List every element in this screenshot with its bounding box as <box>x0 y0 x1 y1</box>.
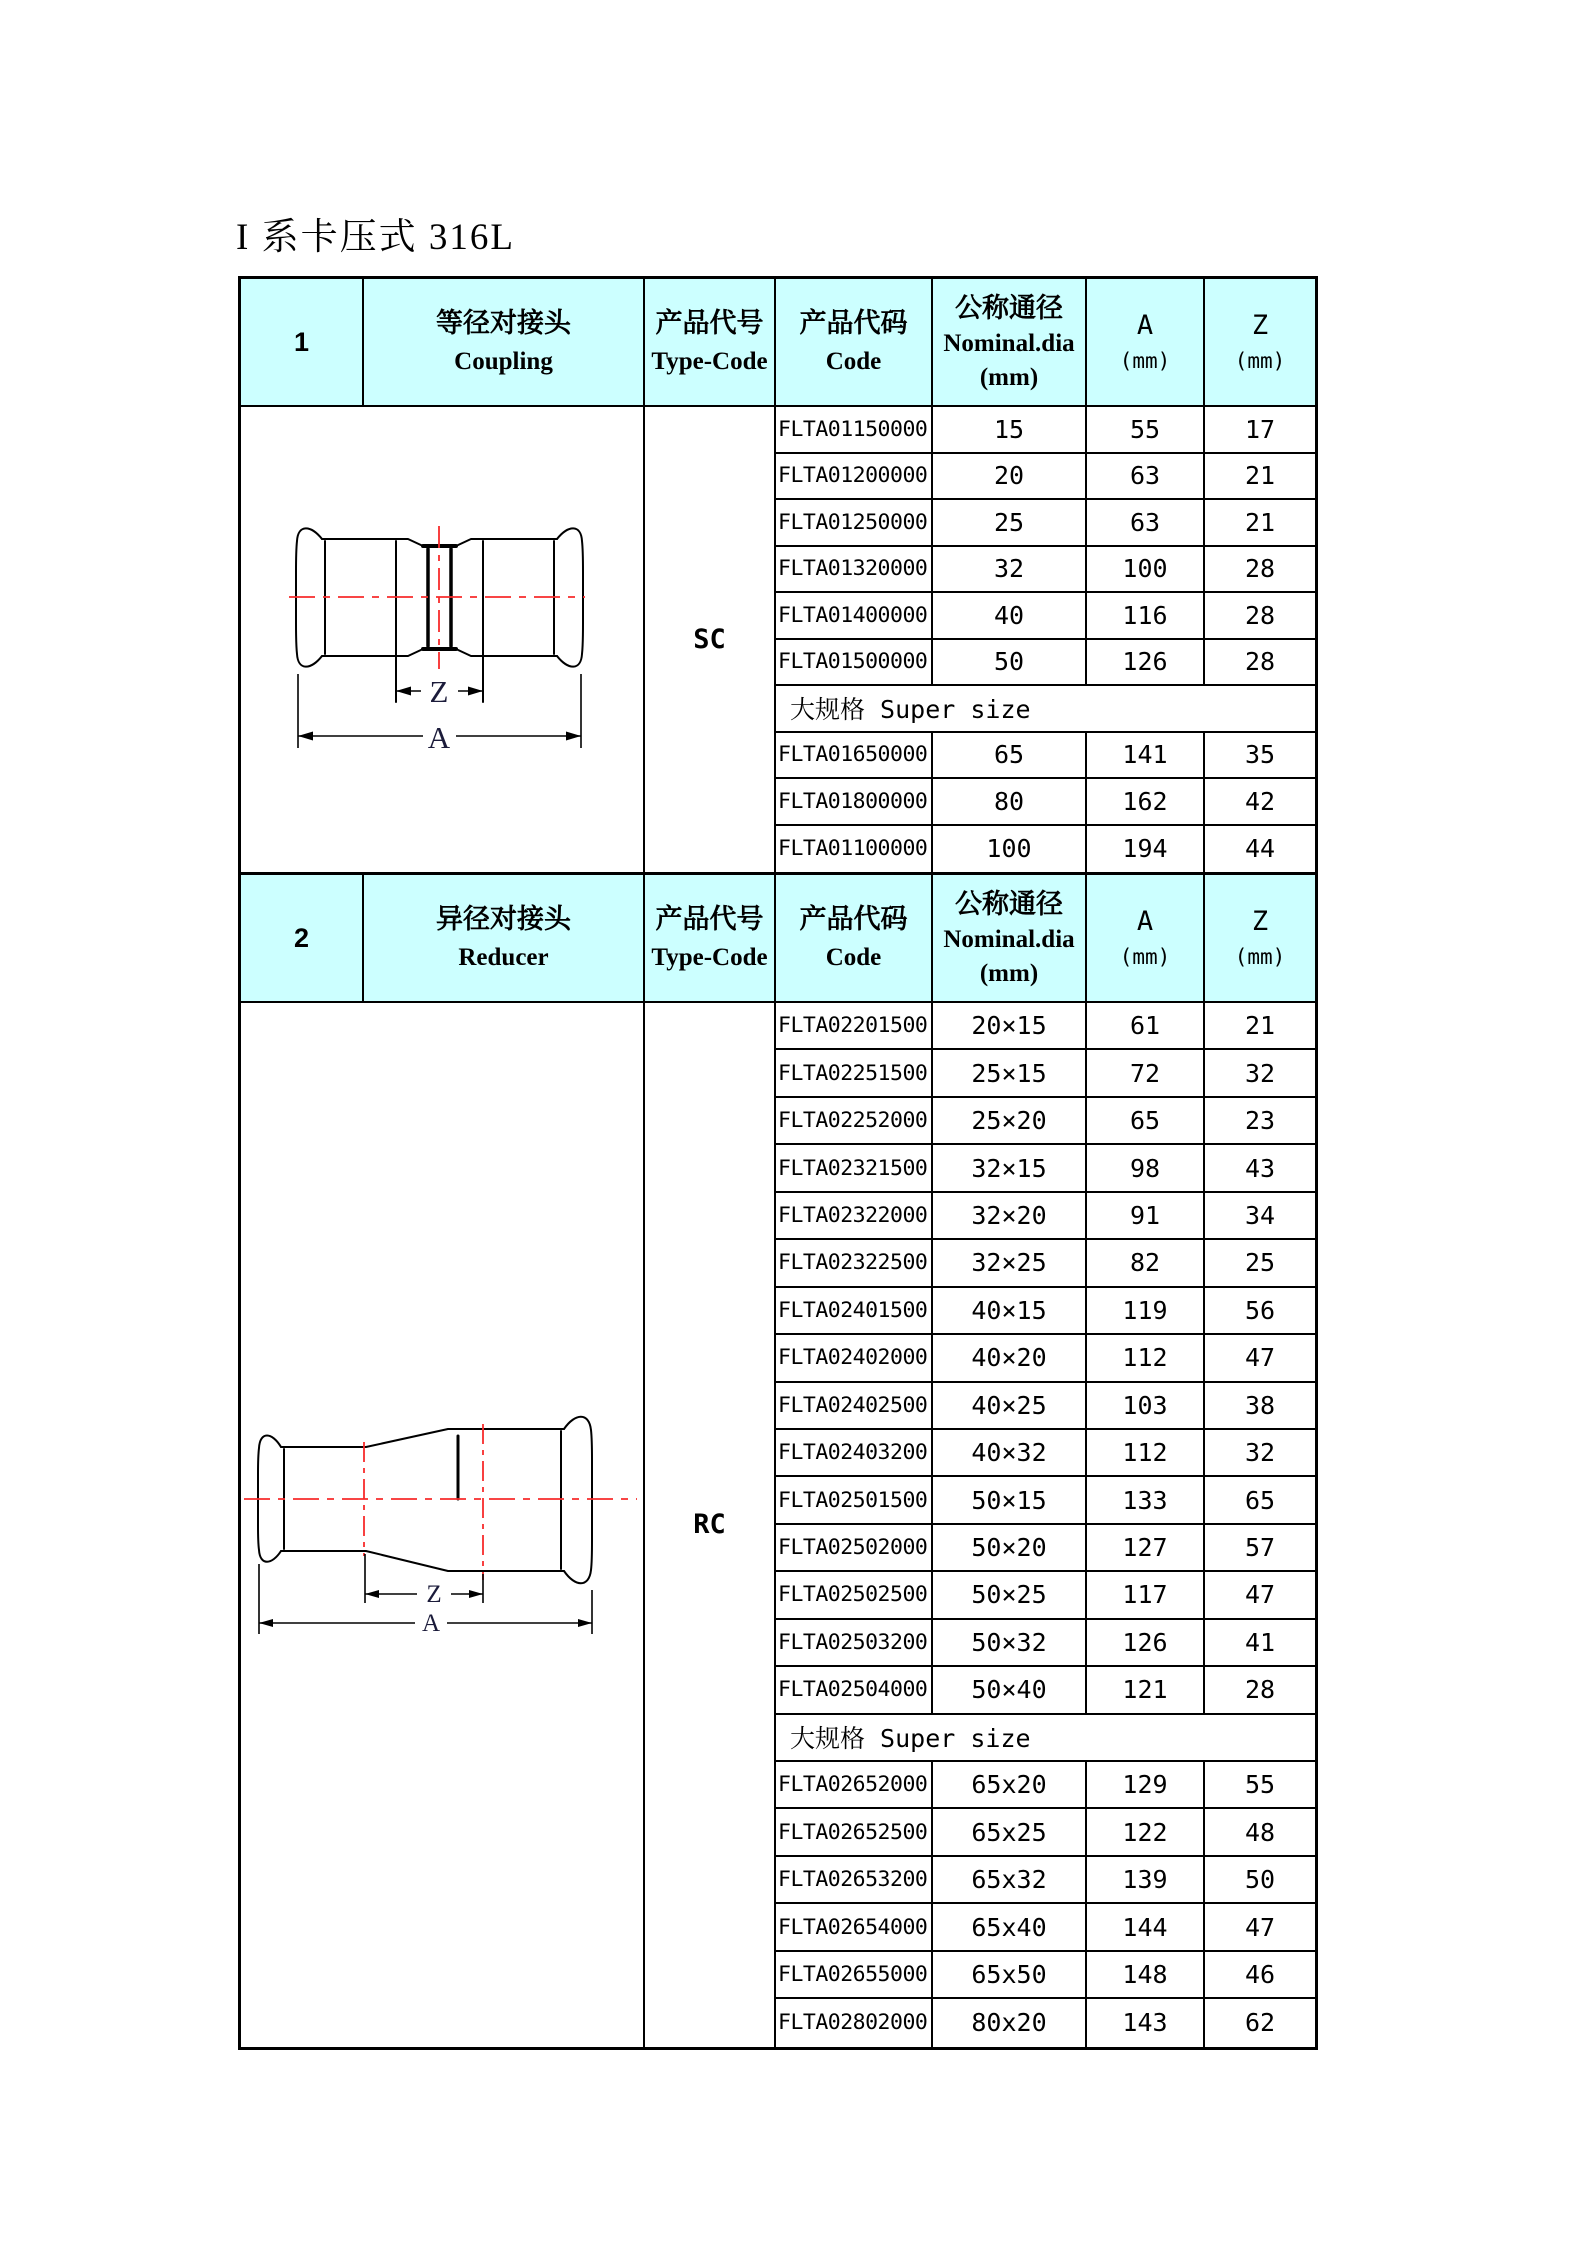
rows-super <box>776 1762 1315 2047</box>
table-row <box>776 407 1315 454</box>
dim-z-unit: (mm) <box>1234 945 1286 969</box>
dim-a-cell: 103 <box>1087 1383 1205 1428</box>
table-row <box>776 593 1315 640</box>
dim-a-cell: 91 <box>1087 1193 1205 1238</box>
dim-a-cell: 121 <box>1087 1667 1205 1712</box>
super-size-label: 大规格 Super size <box>790 1724 1031 1754</box>
dim-z-cell: 38 <box>1244 1390 1276 1420</box>
dim-a-cell: 63 <box>1087 500 1205 545</box>
table-row <box>776 1809 1315 1856</box>
super-size-row <box>776 686 1315 733</box>
dim-z-cell: 43 <box>1244 1153 1276 1183</box>
dim-z-cell: 56 <box>1244 1295 1276 1325</box>
table-row <box>776 1667 1315 1714</box>
type-code-value: SC <box>645 407 776 872</box>
nominal-dia-cell: 40×20 <box>933 1335 1087 1380</box>
table-row <box>776 1003 1315 1050</box>
nominal-dia-cell: 50×20 <box>933 1525 1087 1570</box>
product-code-cell: FLTA02402000 <box>776 1335 933 1380</box>
super-size-row <box>776 1715 1315 1762</box>
table-row <box>776 547 1315 594</box>
product-name-cn: 等径对接头 <box>436 308 571 338</box>
table-row <box>776 1999 1315 2046</box>
dim-z-cell: 62 <box>1244 2008 1276 2038</box>
dim-a-cell: 98 <box>1087 1145 1205 1190</box>
product-code-cell: FLTA01250000 <box>776 500 933 545</box>
nominal-dia-en: Nominal.dia <box>943 925 1075 953</box>
table-row <box>776 1572 1315 1619</box>
nominal-dia-cell: 25×15 <box>933 1050 1087 1095</box>
table-number-cell <box>241 875 364 1001</box>
nominal-dia-cell: 50 <box>933 640 1087 685</box>
table-row <box>776 1762 1315 1809</box>
dim-a-cell: 63 <box>1087 454 1205 499</box>
nominal-dia-cell: 20 <box>933 454 1087 499</box>
table-row <box>776 779 1315 826</box>
rows-super <box>776 733 1315 873</box>
code-cn: 产品代码 <box>799 904 908 934</box>
dim-z-cell: 65 <box>1244 1485 1276 1515</box>
dim-z-letter: Z <box>1251 310 1269 341</box>
dim-a-cell: 162 <box>1087 779 1205 824</box>
dim-z-letter: Z <box>1251 906 1269 937</box>
nominal-dia-unit: (mm) <box>979 363 1039 391</box>
dim-a-cell: 116 <box>1087 593 1205 638</box>
nominal-dia-cell: 32 <box>933 547 1087 592</box>
dim-z-cell: 28 <box>1244 600 1276 630</box>
reducer-table <box>238 872 1318 2050</box>
coupling-rows <box>776 407 1315 872</box>
product-code-cell: FLTA01650000 <box>776 733 933 778</box>
reducer-rows <box>776 1003 1315 2047</box>
product-name-en: Reducer <box>458 944 549 971</box>
dim-z-cell: 21 <box>1244 461 1276 491</box>
product-code-cell: FLTA02401500 <box>776 1288 933 1333</box>
dim-a-cell: 122 <box>1087 1809 1205 1854</box>
table-number-cell <box>241 279 364 405</box>
dim-a-cell: 141 <box>1087 733 1205 778</box>
dim-a-unit: (mm) <box>1119 945 1171 969</box>
rows-main <box>776 407 1315 686</box>
product-name-cell <box>364 279 645 405</box>
code-cn: 产品代码 <box>799 308 908 338</box>
dim-a-header <box>1087 279 1205 405</box>
nominal-dia-cell: 40 <box>933 593 1087 638</box>
nominal-dia-cell: 50×40 <box>933 1667 1087 1712</box>
dim-z-cell: 47 <box>1244 1580 1276 1610</box>
dim-z-cell: 41 <box>1244 1627 1276 1657</box>
dim-label-z: Z <box>429 673 449 709</box>
product-code-cell: FLTA02251500 <box>776 1050 933 1095</box>
product-code-cell: FLTA02502500 <box>776 1572 933 1617</box>
dim-a-cell: 144 <box>1087 1904 1205 1949</box>
coupling-header-row <box>241 279 1315 407</box>
table-row <box>776 1904 1315 1951</box>
table-row <box>776 1857 1315 1904</box>
nominal-dia-cell: 40×32 <box>933 1430 1087 1475</box>
product-name-en: Coupling <box>454 348 553 375</box>
dim-label-a: A <box>421 1609 441 1637</box>
dim-z-cell: 28 <box>1244 1675 1276 1705</box>
product-code-cell: FLTA02403200 <box>776 1430 933 1475</box>
table-row <box>776 1050 1315 1097</box>
table-row <box>776 1525 1315 1572</box>
dim-z-cell: 57 <box>1244 1533 1276 1563</box>
nominal-dia-cell: 65x32 <box>933 1857 1087 1902</box>
nominal-dia-cell: 32×25 <box>933 1240 1087 1285</box>
product-code-cell: FLTA02504000 <box>776 1667 933 1712</box>
table-number: 1 <box>293 326 310 357</box>
nominal-dia-en: Nominal.dia <box>943 329 1075 357</box>
reducer-body <box>241 1003 1315 2047</box>
table-row <box>776 1620 1315 1667</box>
nominal-dia-header <box>933 279 1087 405</box>
dim-z-cell: 47 <box>1244 1343 1276 1373</box>
nominal-dia-cell: 80 <box>933 779 1087 824</box>
product-code-cell: FLTA02652500 <box>776 1809 933 1854</box>
dim-a-cell: 117 <box>1087 1572 1205 1617</box>
nominal-dia-cell: 40×15 <box>933 1288 1087 1333</box>
dim-z-header <box>1205 875 1315 1001</box>
spec-tables <box>238 276 1318 2050</box>
table-row <box>776 733 1315 780</box>
coupling-drawing-cell <box>241 407 645 872</box>
nominal-dia-cell: 50×15 <box>933 1477 1087 1522</box>
code-en: Code <box>825 944 882 971</box>
dim-label-a: A <box>427 719 451 755</box>
product-code-cell: FLTA01320000 <box>776 547 933 592</box>
nominal-dia-cell: 65x50 <box>933 1952 1087 1997</box>
table-row <box>776 1145 1315 1192</box>
dim-z-cell: 44 <box>1244 834 1276 864</box>
dim-z-cell: 35 <box>1244 740 1276 770</box>
dim-z-unit: (mm) <box>1234 349 1286 373</box>
nominal-dia-cell: 32×20 <box>933 1193 1087 1238</box>
dim-a-cell: 82 <box>1087 1240 1205 1285</box>
dim-z-header <box>1205 279 1315 405</box>
product-code-cell: FLTA02503200 <box>776 1620 933 1665</box>
nominal-dia-cell: 15 <box>933 407 1087 452</box>
dim-z-cell: 55 <box>1244 1770 1276 1800</box>
table-row <box>776 640 1315 687</box>
table-row <box>776 1240 1315 1287</box>
product-code-cell: FLTA02402500 <box>776 1383 933 1428</box>
table-row <box>776 826 1315 873</box>
nominal-dia-cell: 25×20 <box>933 1098 1087 1143</box>
page-title: I 系卡压式 316L <box>236 217 515 258</box>
dim-z-cell: 17 <box>1244 414 1276 444</box>
product-code-cell: FLTA01800000 <box>776 779 933 824</box>
table-row <box>776 500 1315 547</box>
dim-a-unit: (mm) <box>1119 349 1171 373</box>
dim-z-cell: 23 <box>1244 1106 1276 1136</box>
dim-a-cell: 72 <box>1087 1050 1205 1095</box>
product-code-cell: FLTA02802000 <box>776 1999 933 2046</box>
product-code-cell: FLTA02321500 <box>776 1145 933 1190</box>
dim-z-cell: 50 <box>1244 1865 1276 1895</box>
dim-a-cell: 112 <box>1087 1335 1205 1380</box>
coupling-body <box>241 407 1315 872</box>
dim-a-cell: 55 <box>1087 407 1205 452</box>
table-row <box>776 1952 1315 1999</box>
reducer-diagram <box>244 1412 638 1638</box>
dim-z-cell: 28 <box>1244 647 1276 677</box>
dim-a-cell: 126 <box>1087 640 1205 685</box>
dim-z-cell: 42 <box>1244 786 1276 816</box>
dim-a-cell: 61 <box>1087 1003 1205 1048</box>
coupling-table <box>238 276 1318 875</box>
type-code-cn: 产品代号 <box>655 308 764 338</box>
nominal-dia-cell: 65x20 <box>933 1762 1087 1807</box>
nominal-dia-cell: 32×15 <box>933 1145 1087 1190</box>
table-row <box>776 1288 1315 1335</box>
product-code-cell: FLTA01200000 <box>776 454 933 499</box>
dim-a-cell: 148 <box>1087 1952 1205 1997</box>
product-name-cn: 异径对接头 <box>436 904 571 934</box>
dim-a-cell: 133 <box>1087 1477 1205 1522</box>
reducer-header-row <box>241 875 1315 1003</box>
table-row <box>776 1383 1315 1430</box>
type-code-header <box>645 279 776 405</box>
table-row <box>776 1477 1315 1524</box>
table-number: 2 <box>293 922 310 953</box>
type-code-value: RC <box>645 1003 776 2047</box>
table-row <box>776 1193 1315 1240</box>
nominal-dia-cell: 100 <box>933 826 1087 873</box>
dim-label-z: Z <box>426 1580 442 1608</box>
product-code-cell: FLTA02501500 <box>776 1477 933 1522</box>
dim-a-header <box>1087 875 1205 1001</box>
table-row <box>776 1098 1315 1145</box>
product-code-cell: FLTA02201500 <box>776 1003 933 1048</box>
type-code-header <box>645 875 776 1001</box>
nominal-dia-cell: 50×32 <box>933 1620 1087 1665</box>
product-code-cell: FLTA02654000 <box>776 1904 933 1949</box>
code-en: Code <box>825 348 882 375</box>
dim-a-letter: A <box>1136 310 1154 341</box>
dim-z-cell: 47 <box>1244 1912 1276 1942</box>
product-name-cell <box>364 875 645 1001</box>
nominal-dia-header <box>933 875 1087 1001</box>
table-row <box>776 454 1315 501</box>
nominal-dia-cell: 65x40 <box>933 1904 1087 1949</box>
table-row <box>776 1335 1315 1382</box>
nominal-dia-cell: 25 <box>933 500 1087 545</box>
nominal-dia-cn: 公称通径 <box>955 888 1063 919</box>
product-code-cell: FLTA01100000 <box>776 826 933 873</box>
product-code-cell: FLTA02322000 <box>776 1193 933 1238</box>
dim-z-cell: 21 <box>1244 507 1276 537</box>
table-row <box>776 1430 1315 1477</box>
dim-a-letter: A <box>1136 906 1154 937</box>
dim-a-cell: 139 <box>1087 1857 1205 1902</box>
product-code-cell: FLTA01500000 <box>776 640 933 685</box>
code-header <box>776 279 933 405</box>
nominal-dia-unit: (mm) <box>979 959 1039 987</box>
dim-a-cell: 126 <box>1087 1620 1205 1665</box>
nominal-dia-cell: 65 <box>933 733 1087 778</box>
rows-main <box>776 1003 1315 1715</box>
dim-a-cell: 143 <box>1087 1999 1205 2046</box>
product-code-cell: FLTA01150000 <box>776 407 933 452</box>
dim-a-cell: 112 <box>1087 1430 1205 1475</box>
super-size-label: 大规格 Super size <box>790 695 1031 725</box>
dim-z-cell: 25 <box>1244 1248 1276 1278</box>
dim-z-cell: 34 <box>1244 1200 1276 1230</box>
product-code-cell: FLTA02652000 <box>776 1762 933 1807</box>
nominal-dia-cell: 80x20 <box>933 1999 1087 2046</box>
nominal-dia-cell: 20×15 <box>933 1003 1087 1048</box>
coupling-diagram <box>287 524 587 756</box>
dim-a-cell: 194 <box>1087 826 1205 873</box>
type-code-en: Type-Code <box>651 944 768 971</box>
dim-z-cell: 28 <box>1244 554 1276 584</box>
type-code-cn: 产品代号 <box>655 904 764 934</box>
dim-z-cell: 32 <box>1244 1438 1276 1468</box>
nominal-dia-cell: 40×25 <box>933 1383 1087 1428</box>
code-header <box>776 875 933 1001</box>
type-code-en: Type-Code <box>651 348 768 375</box>
product-code-cell: FLTA02252000 <box>776 1098 933 1143</box>
dim-z-cell: 46 <box>1244 1959 1276 1989</box>
dim-a-cell: 119 <box>1087 1288 1205 1333</box>
product-code-cell: FLTA02653200 <box>776 1857 933 1902</box>
dim-z-cell: 21 <box>1244 1011 1276 1041</box>
product-code-cell: FLTA01400000 <box>776 593 933 638</box>
dim-a-cell: 129 <box>1087 1762 1205 1807</box>
dim-a-cell: 100 <box>1087 547 1205 592</box>
dim-z-cell: 32 <box>1244 1058 1276 1088</box>
dim-z-cell: 48 <box>1244 1817 1276 1847</box>
product-code-cell: FLTA02502000 <box>776 1525 933 1570</box>
nominal-dia-cell: 50×25 <box>933 1572 1087 1617</box>
product-code-cell: FLTA02322500 <box>776 1240 933 1285</box>
dim-a-cell: 65 <box>1087 1098 1205 1143</box>
reducer-drawing-cell <box>241 1003 645 2047</box>
dim-a-cell: 127 <box>1087 1525 1205 1570</box>
nominal-dia-cell: 65x25 <box>933 1809 1087 1854</box>
product-code-cell: FLTA02655000 <box>776 1952 933 1997</box>
nominal-dia-cn: 公称通径 <box>955 292 1063 323</box>
